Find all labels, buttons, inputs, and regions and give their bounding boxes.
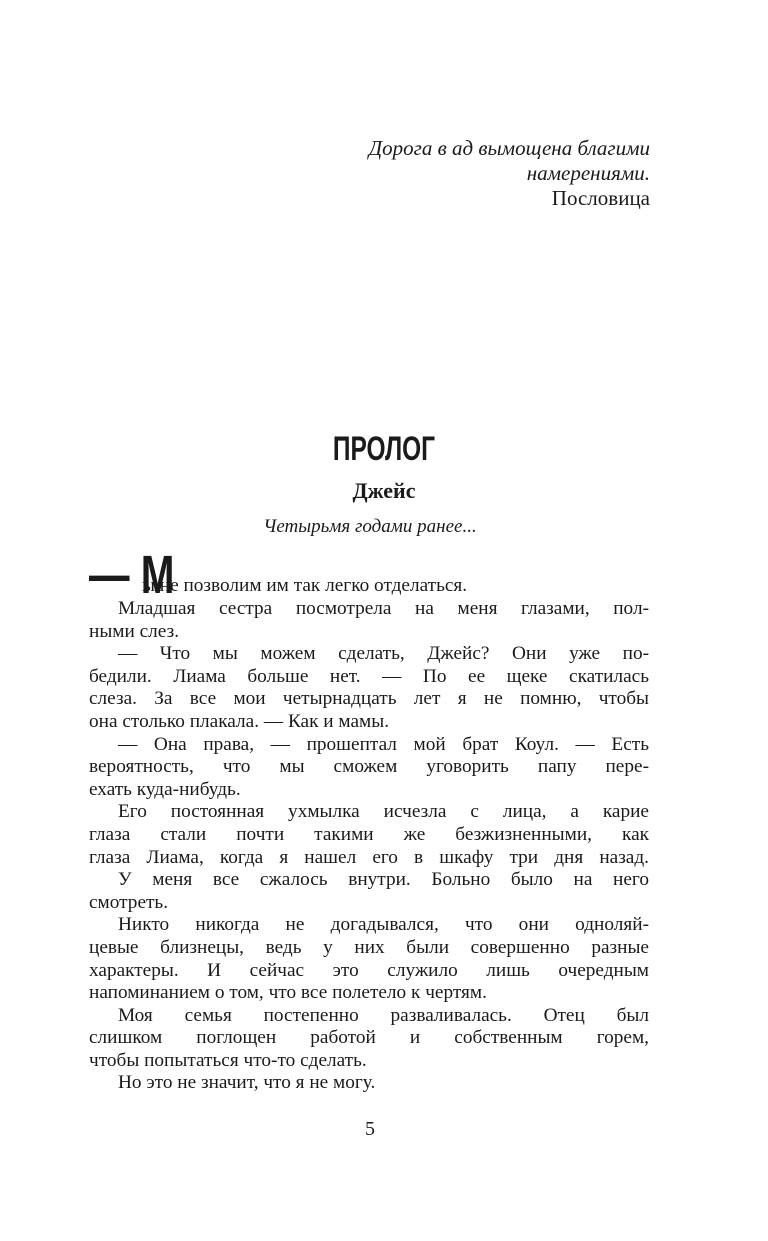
text-line: Никто никогда не догадывался, что они одноляй- (118, 914, 649, 936)
text-line: Но это не значит, что я не могу. (118, 1072, 376, 1094)
body-text (89, 538, 649, 1095)
drop-cap: — М (89, 545, 175, 605)
text-line: она столько плакала. — Как и мамы. (89, 710, 390, 732)
first-line-text: ы не позволим им так легко отделаться. (142, 575, 468, 597)
text-line: характеры. И сейчас это служило лишь очередным (89, 959, 649, 981)
text-line: слишком поглощен работой и собственным горем, (89, 1027, 649, 1049)
text-line: Его постоянная ухмылка исчезла с лица, а карие (118, 801, 649, 823)
text-line: глаза Лиама, когда я нашел его в шкафу три дня назад. (89, 846, 649, 868)
text-line: смотреть. (89, 891, 169, 913)
text-line: цевые близнецы, ведь у них были совершенно разные (89, 936, 649, 958)
epigraph-quote-line-1: Дорога в ад вымощена благими (368, 136, 650, 160)
page-number: 5 (365, 1118, 375, 1140)
text-line: — Что мы можем сделать, Джейс? Они уже по- (118, 643, 649, 665)
epigraph-source: Пословица (551, 186, 650, 210)
epigraph (250, 136, 650, 211)
text-line: ными слез. (89, 620, 180, 642)
first-line (89, 538, 649, 605)
text-line: глаза стали почти такими же безжизненными, как (89, 823, 649, 845)
paragraph-lines (89, 598, 649, 1095)
text-line: напоминанием о том, что все полетело к чертям. (89, 982, 487, 1004)
text-line: У меня все сжалось внутри. Больно было на него (118, 869, 649, 891)
epigraph-quote-line-2: намерениями. (526, 161, 650, 185)
text-line: — Она права, — прошептал мой брат Коул. — Есть (118, 733, 649, 755)
chapter-narrator: Джейс (352, 478, 416, 503)
text-line: Младшая сестра посмотрела на меня глазами, пол- (118, 598, 649, 619)
text-line: вероятность, что мы сможем уговорить папу пере- (89, 756, 649, 778)
text-line: Моя семья постепенно разваливалась. Отец был (118, 1004, 649, 1026)
chapter-timeframe: Четырьмя годами ранее... (263, 516, 477, 537)
text-line: слеза. За все мои четырнадцать лет я не помню, чтобы (89, 688, 649, 710)
text-line: бедили. Лиама больше нет. — По ее щеке скатилась (89, 665, 649, 687)
text-line: ехать куда-нибудь. (89, 778, 241, 800)
chapter-title: ПРОЛОГ (332, 430, 436, 468)
text-line: чтобы попытаться что-то сделать. (89, 1049, 367, 1071)
